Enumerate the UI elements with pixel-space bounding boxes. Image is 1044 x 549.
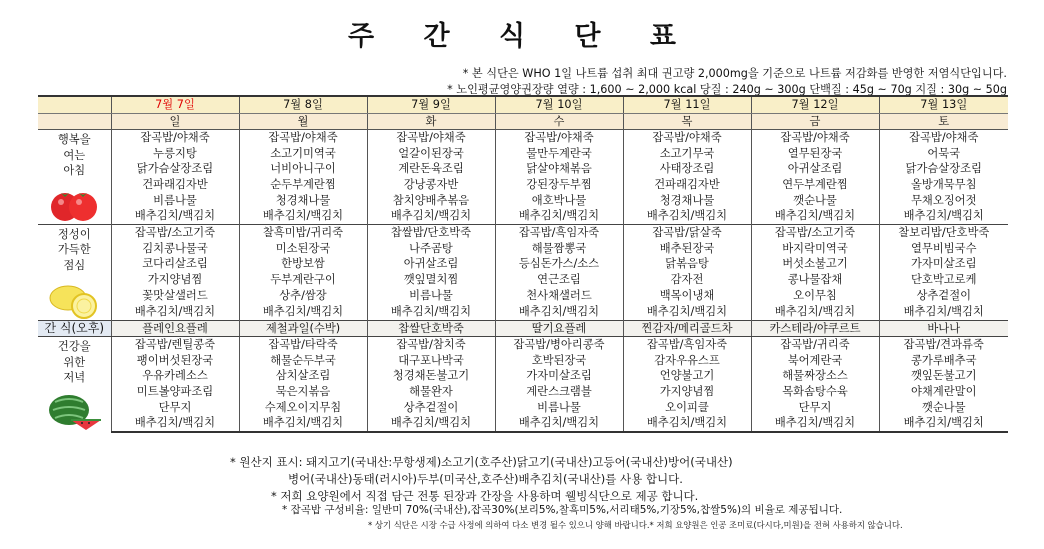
- lunch-menu-cell: 두부계란구이: [239, 272, 367, 288]
- dinner-menu-cell: 가자미살조림: [495, 368, 623, 384]
- dinner-menu-cell: 깻순나물: [879, 400, 1008, 416]
- disclaimer-note: * 상기 식단은 시장 수급 사정에 의하여 다소 변경 될수 있으니 양해 바랍니다.* 저희 요양원은 인공 조미료(다시다,미원)을 전혀 사용하지 않습니다.: [368, 520, 903, 530]
- dinner-menu-cell: 콩가루배추국: [879, 353, 1008, 369]
- breakfast-menu-cell: 아귀살조림: [751, 161, 879, 177]
- dinner-row: [38, 368, 1008, 384]
- breakfast-menu-cell: 계란돈육조림: [367, 161, 495, 177]
- dinner-menu-cell: 북어계란국: [751, 353, 879, 369]
- dinner-menu-cell: 잡곡밥/렌틸콩죽: [111, 337, 239, 353]
- lunch-menu-cell: 김치콩나물국: [111, 241, 239, 257]
- dinner-row: [38, 415, 1008, 432]
- breakfast-row: [38, 130, 1008, 146]
- dinner-menu-cell: 비름나물: [495, 400, 623, 416]
- weekday-cell: 수: [495, 113, 623, 130]
- date-cell: 7월 7일: [111, 96, 239, 113]
- breakfast-menu-cell: 누릉지탕: [111, 146, 239, 162]
- weekday-cell: 금: [751, 113, 879, 130]
- breakfast-menu-cell: 올방개묵무침: [879, 177, 1008, 193]
- breakfast-row: [38, 193, 1008, 209]
- dinner-menu-cell: 단무지: [751, 400, 879, 416]
- lunch-row: [38, 241, 1008, 257]
- breakfast-menu-cell: 강낭콩자반: [367, 177, 495, 193]
- snack-cell: 제철과일(수박): [239, 320, 367, 337]
- breakfast-menu-cell: 잡곡밥/야채죽: [751, 130, 879, 146]
- weekday-cell: 토: [879, 113, 1008, 130]
- breakfast-menu-cell: 건파래김자반: [623, 177, 751, 193]
- dinner-menu-cell: 해물순두부국: [239, 353, 367, 369]
- lunch-menu-cell: 배추된장국: [623, 241, 751, 257]
- corner-cell: [38, 96, 111, 113]
- dinner-menu-cell: 배추김치/백김치: [111, 415, 239, 432]
- date-cell: 7월 8일: [239, 96, 367, 113]
- dinner-menu-cell: 깻잎돈불고기: [879, 368, 1008, 384]
- lunch-menu-cell: 감자전: [623, 272, 751, 288]
- dinner-menu-cell: 청경채돈불고기: [367, 368, 495, 384]
- homemade-note: * 저희 요양원에서 직접 담근 전통 된장과 간장을 사용하며 웰빙식단으로 제공 합니다.: [271, 489, 699, 503]
- dinner-menu-cell: 잡곡밥/견과류죽: [879, 337, 1008, 353]
- dinner-menu-cell: 대구포나박국: [367, 353, 495, 369]
- dinner-menu-cell: 잡곡밥/병아리콩죽: [495, 337, 623, 353]
- date-cell: 7월 9일: [367, 96, 495, 113]
- dinner-menu-cell: 잡곡밥/타락죽: [239, 337, 367, 353]
- lunch-menu-cell: 코다리살조림: [111, 256, 239, 272]
- breakfast-menu-cell: 배추김치/백김치: [367, 208, 495, 224]
- lunch-row: [38, 272, 1008, 288]
- origin-note: * 원산지 표시: 돼지고기(국내산:무항생제)소고기(호주산)닭고기(국내산)고등어(국내산)방어(국내산): [230, 455, 733, 469]
- lunch-menu-cell: 단호박고로케: [879, 272, 1008, 288]
- breakfast-menu-cell: 배추김치/백김치: [751, 208, 879, 224]
- dinner-menu-cell: 단무지: [111, 400, 239, 416]
- dinner-section: [38, 337, 1008, 432]
- origin-note-2: 병어(국내산)동태(러시아)두부(미국산,호주산)배추김치(국내산)를 사용 합니다.: [288, 472, 683, 486]
- dinner-menu-cell: 잡곡밥/참치죽: [367, 337, 495, 353]
- dinner-menu-cell: 감자우유스프: [623, 353, 751, 369]
- weekday-row: [38, 113, 1008, 130]
- lunch-row: [38, 304, 1008, 320]
- dinner-row: [38, 353, 1008, 369]
- breakfast-menu-cell: 어묵국: [879, 146, 1008, 162]
- lemon-icon: [38, 278, 111, 320]
- breakfast-menu-cell: 배추김치/백김치: [623, 208, 751, 224]
- breakfast-row: [38, 177, 1008, 193]
- grain-ratio-note: * 잡곡밥 구성비율: 일반미 70%(국내산),잡곡30%(보리5%,찰흑미5%,서리태5%,기장5%,찹쌀5%)의 비율로 제공됩니다.: [282, 504, 843, 516]
- breakfast-menu-cell: 너비아니구이: [239, 161, 367, 177]
- lunch-row: [38, 224, 1008, 240]
- breakfast-menu-cell: 소고기미역국: [239, 146, 367, 162]
- dinner-menu-cell: 잡곡밥/귀리죽: [751, 337, 879, 353]
- snack-cell: 찐감자/메리골드차: [623, 320, 751, 337]
- dinner-label-line: 저녁: [63, 371, 86, 385]
- breakfast-menu-cell: 잡곡밥/야채죽: [111, 130, 239, 146]
- dinner-menu-cell: 삼치살조림: [239, 368, 367, 384]
- lunch-menu-cell: 잡곡밥/소고기죽: [111, 224, 239, 240]
- breakfast-menu-cell: 배추김치/백김치: [495, 208, 623, 224]
- dinner-menu-cell: 해물완자: [367, 384, 495, 400]
- lunch-menu-cell: 상추겉절이: [879, 288, 1008, 304]
- tomato-icon: [38, 183, 111, 223]
- breakfast-menu-cell: 애호박나물: [495, 193, 623, 209]
- lunch-menu-cell: 버섯소불고기: [751, 256, 879, 272]
- date-cell: 7월 11일: [623, 96, 751, 113]
- breakfast-menu-cell: 건파래김자반: [111, 177, 239, 193]
- dinner-menu-cell: 잡곡밥/흑임자죽: [623, 337, 751, 353]
- lunch-row: [38, 288, 1008, 304]
- dinner-menu-cell: 가지양념찜: [623, 384, 751, 400]
- lunch-menu-cell: 찰보리밥/단호박죽: [879, 224, 1008, 240]
- lunch-menu-cell: 배추김치/백김치: [879, 304, 1008, 320]
- watermelon-icon: [38, 390, 111, 432]
- dinner-menu-cell: 배추김치/백김치: [879, 415, 1008, 432]
- lunch-menu-cell: 깻잎멸치찜: [367, 272, 495, 288]
- breakfast-row: [38, 161, 1008, 177]
- lunch-menu-cell: 오이무침: [751, 288, 879, 304]
- lunch-label-line: 점심: [63, 258, 86, 272]
- dinner-menu-cell: 상추겉절이: [367, 400, 495, 416]
- snack-cell: 바나나: [879, 320, 1008, 337]
- breakfast-menu-cell: 잡곡밥/야채죽: [879, 130, 1008, 146]
- lunch-menu-cell: 가자미살조림: [879, 256, 1008, 272]
- snack-cell: 플레인요플레: [111, 320, 239, 337]
- lunch-menu-cell: 미소된장국: [239, 241, 367, 257]
- breakfast-menu-cell: 청경채나물: [623, 193, 751, 209]
- lunch-menu-cell: 찹쌀밥/단호박죽: [367, 224, 495, 240]
- lunch-menu-cell: 천사채샐러드: [495, 288, 623, 304]
- dinner-row: [38, 384, 1008, 400]
- breakfast-menu-cell: 물만두계란국: [495, 146, 623, 162]
- lunch-menu-cell: 배추김치/백김치: [367, 304, 495, 320]
- lunch-menu-cell: 잡곡밥/닭살죽: [623, 224, 751, 240]
- breakfast-menu-cell: 깻순나물: [751, 193, 879, 209]
- dinner-menu-cell: 배추김치/백김치: [495, 415, 623, 432]
- dinner-menu-cell: 배추김치/백김치: [623, 415, 751, 432]
- breakfast-menu-cell: 잡곡밥/야채죽: [239, 130, 367, 146]
- breakfast-label-line: 행복을: [57, 133, 91, 147]
- breakfast-section: [38, 130, 1008, 225]
- breakfast-menu-cell: 배추김치/백김치: [879, 208, 1008, 224]
- dinner-menu-cell: 배추김치/백김치: [367, 415, 495, 432]
- date-cell: 7월 13일: [879, 96, 1008, 113]
- breakfast-menu-cell: 참치양배추볶음: [367, 193, 495, 209]
- breakfast-menu-cell: 잡곡밥/야채죽: [367, 130, 495, 146]
- lunch-row: [38, 256, 1008, 272]
- dinner-label-line: 위한: [63, 355, 86, 369]
- lunch-menu-cell: 배추김치/백김치: [111, 304, 239, 320]
- lunch-label: [38, 224, 111, 320]
- snack-label: 간 식(오후): [38, 320, 111, 337]
- snack-cell: 찹쌀단호박죽: [367, 320, 495, 337]
- lunch-section: [38, 224, 1008, 320]
- dinner-label: [38, 337, 111, 432]
- lunch-menu-cell: 찰흑미밥/귀리죽: [239, 224, 367, 240]
- weekday-cell: 월: [239, 113, 367, 130]
- breakfast-label-line: 아침: [63, 164, 86, 178]
- corner-cell: [38, 113, 111, 130]
- lunch-menu-cell: 비름나물: [367, 288, 495, 304]
- breakfast-menu-cell: 잡곡밥/야채죽: [623, 130, 751, 146]
- nutrition-note: * 노인평균영양권장량 열량 : 1,600 ~ 2,000 kcal 당질 : 240g ~ 300g 단백질 : 45g ~ 70g 지질 : 30g ~ 50g: [447, 83, 1007, 96]
- lunch-menu-cell: 연근조림: [495, 272, 623, 288]
- breakfast-menu-cell: 무채오징어젓: [879, 193, 1008, 209]
- breakfast-row: [38, 208, 1008, 224]
- weekday-cell: 일: [111, 113, 239, 130]
- lunch-menu-cell: 나주곰탕: [367, 241, 495, 257]
- snack-cell: 카스테라/야쿠르트: [751, 320, 879, 337]
- dinner-menu-cell: 배추김치/백김치: [751, 415, 879, 432]
- lunch-menu-cell: 바지락미역국: [751, 241, 879, 257]
- lunch-menu-cell: 닭볶음탕: [623, 256, 751, 272]
- lunch-label-line: 정성이: [57, 227, 91, 241]
- weekday-cell: 화: [367, 113, 495, 130]
- breakfast-menu-cell: 닭가슴살장조림: [879, 161, 1008, 177]
- snack-row: [38, 320, 1008, 337]
- dinner-menu-cell: 묵은지볶음: [239, 384, 367, 400]
- breakfast-label-line: 여는: [63, 148, 86, 162]
- breakfast-menu-cell: 열무된장국: [751, 146, 879, 162]
- dinner-menu-cell: 미트볼양파조림: [111, 384, 239, 400]
- dinner-menu-cell: 수제오이지무침: [239, 400, 367, 416]
- lunch-menu-cell: 잡곡밥/소고기죽: [751, 224, 879, 240]
- lunch-menu-cell: 잡곡밥/흑임자죽: [495, 224, 623, 240]
- dinner-menu-cell: 계란스크램블: [495, 384, 623, 400]
- breakfast-menu-cell: 배추김치/백김치: [239, 208, 367, 224]
- lunch-menu-cell: 배추김치/백김치: [239, 304, 367, 320]
- breakfast-menu-cell: 비름나물: [111, 193, 239, 209]
- breakfast-menu-cell: 배추김치/백김치: [111, 208, 239, 224]
- page-title: 주 간 식 단 표: [347, 21, 696, 52]
- lunch-menu-cell: 등심돈가스/소스: [495, 256, 623, 272]
- breakfast-menu-cell: 순두부계란찜: [239, 177, 367, 193]
- breakfast-menu-cell: 잡곡밥/야채죽: [495, 130, 623, 146]
- date-cell: 7월 12일: [751, 96, 879, 113]
- date-row: [38, 96, 1008, 113]
- dinner-row: [38, 400, 1008, 416]
- lunch-menu-cell: 열무비빔국수: [879, 241, 1008, 257]
- dinner-menu-cell: 언양불고기: [623, 368, 751, 384]
- lunch-menu-cell: 아귀살조림: [367, 256, 495, 272]
- breakfast-label: [38, 130, 111, 225]
- lunch-menu-cell: 꽃맛살샐러드: [111, 288, 239, 304]
- lunch-menu-cell: 배추김치/백김치: [623, 304, 751, 320]
- breakfast-menu-cell: 얼갈이된장국: [367, 146, 495, 162]
- dinner-label-line: 건강을: [57, 340, 91, 354]
- date-cell: 7월 10일: [495, 96, 623, 113]
- breakfast-menu-cell: 사태장조림: [623, 161, 751, 177]
- dinner-menu-cell: 우유카레소스: [111, 368, 239, 384]
- lunch-menu-cell: 배추김치/백김치: [751, 304, 879, 320]
- snack-cell: 딸기요플레: [495, 320, 623, 337]
- lunch-menu-cell: 한방보쌈: [239, 256, 367, 272]
- breakfast-menu-cell: 소고기무국: [623, 146, 751, 162]
- sodium-note: * 본 식단은 WHO 1일 나트륨 섭취 최대 권고량 2,000mg을 기준으로 나트륨 저감화를 반영한 저염식단입니다.: [462, 67, 1007, 80]
- dinner-menu-cell: 해물짜장소스: [751, 368, 879, 384]
- dinner-menu-cell: 오이피클: [623, 400, 751, 416]
- breakfast-menu-cell: 닭살야채볶음: [495, 161, 623, 177]
- lunch-menu-cell: 콩나물잡채: [751, 272, 879, 288]
- lunch-menu-cell: 해물짬뽕국: [495, 241, 623, 257]
- dinner-menu-cell: 배추김치/백김치: [239, 415, 367, 432]
- lunch-menu-cell: 상추/쌈장: [239, 288, 367, 304]
- lunch-menu-cell: 배추김치/백김치: [495, 304, 623, 320]
- dinner-menu-cell: 팽이버섯된장국: [111, 353, 239, 369]
- lunch-label-line: 가득한: [57, 243, 91, 257]
- lunch-menu-cell: 가지양념찜: [111, 272, 239, 288]
- dinner-menu-cell: 야채계란말이: [879, 384, 1008, 400]
- breakfast-menu-cell: 연두부계란찜: [751, 177, 879, 193]
- weekday-cell: 목: [623, 113, 751, 130]
- weekly-menu-table: [38, 95, 1008, 433]
- breakfast-row: [38, 146, 1008, 162]
- dinner-menu-cell: 목화솜탕수육: [751, 384, 879, 400]
- dinner-row: [38, 337, 1008, 353]
- breakfast-menu-cell: 닭가슴살장조림: [111, 161, 239, 177]
- breakfast-menu-cell: 강된장두부찜: [495, 177, 623, 193]
- dinner-menu-cell: 호박된장국: [495, 353, 623, 369]
- breakfast-menu-cell: 청경채나물: [239, 193, 367, 209]
- lunch-menu-cell: 백목이냉채: [623, 288, 751, 304]
